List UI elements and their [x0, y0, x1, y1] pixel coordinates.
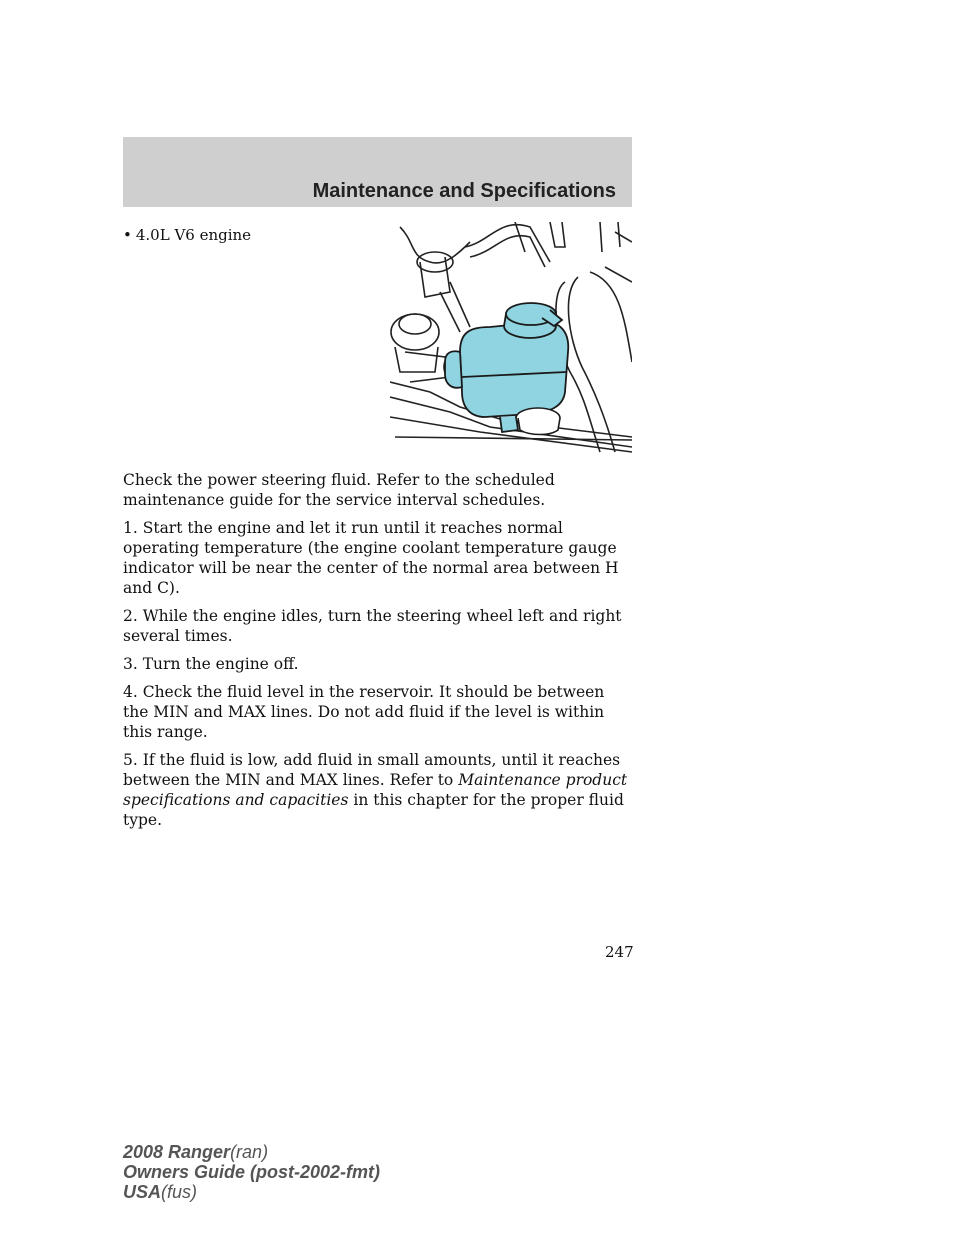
- bullet-text: 4.0L V6 engine: [135, 226, 252, 244]
- footer-model-code: (ran): [230, 1142, 269, 1162]
- step-4: 4. Check the fluid level in the reservoir. It should be between the MIN and MAX lines. Do not add fluid if the level is within this range.: [123, 683, 605, 741]
- footer-imprint: [123, 1142, 380, 1202]
- header-band: [123, 137, 632, 207]
- step-1: 1. Start the engine and let it run until it reaches normal operating temperature (the engine coolant temperature gauge indicator will be near the center of the normal area between H and C).: [123, 519, 619, 597]
- step-5: [123, 750, 628, 830]
- step-5-text: 5. If the fluid is low, add fluid in small amounts, until it reaches between the MIN and MAX lines. Refer to: [123, 751, 621, 789]
- page-number: 247: [605, 943, 634, 961]
- intro-paragraph: Check the power steering fluid. Refer to the scheduled maintenance guide for the service interval schedules.: [123, 471, 555, 509]
- footer-guide: Owners Guide (post-2002-fmt): [123, 1162, 381, 1182]
- instruction-text: [123, 470, 628, 838]
- step-5-text-end: in this chapter for the proper fluid type.: [123, 791, 624, 829]
- power-steering-reservoir-illustration: [390, 222, 632, 458]
- footer-market: USA: [123, 1182, 162, 1202]
- step-2: 2. While the engine idles, turn the steering wheel left and right several times.: [123, 607, 622, 645]
- footer-market-code: (fus): [161, 1182, 198, 1202]
- bullet-item: [123, 226, 251, 244]
- step-3: 3. Turn the engine off.: [123, 655, 299, 673]
- cross-reference-link: Maintenance product specifications and capacities: [123, 771, 628, 809]
- footer-model: 2008 Ranger: [123, 1142, 231, 1162]
- page-header-title: Maintenance and Specifications: [312, 180, 616, 202]
- bullet-symbol: •: [123, 226, 132, 244]
